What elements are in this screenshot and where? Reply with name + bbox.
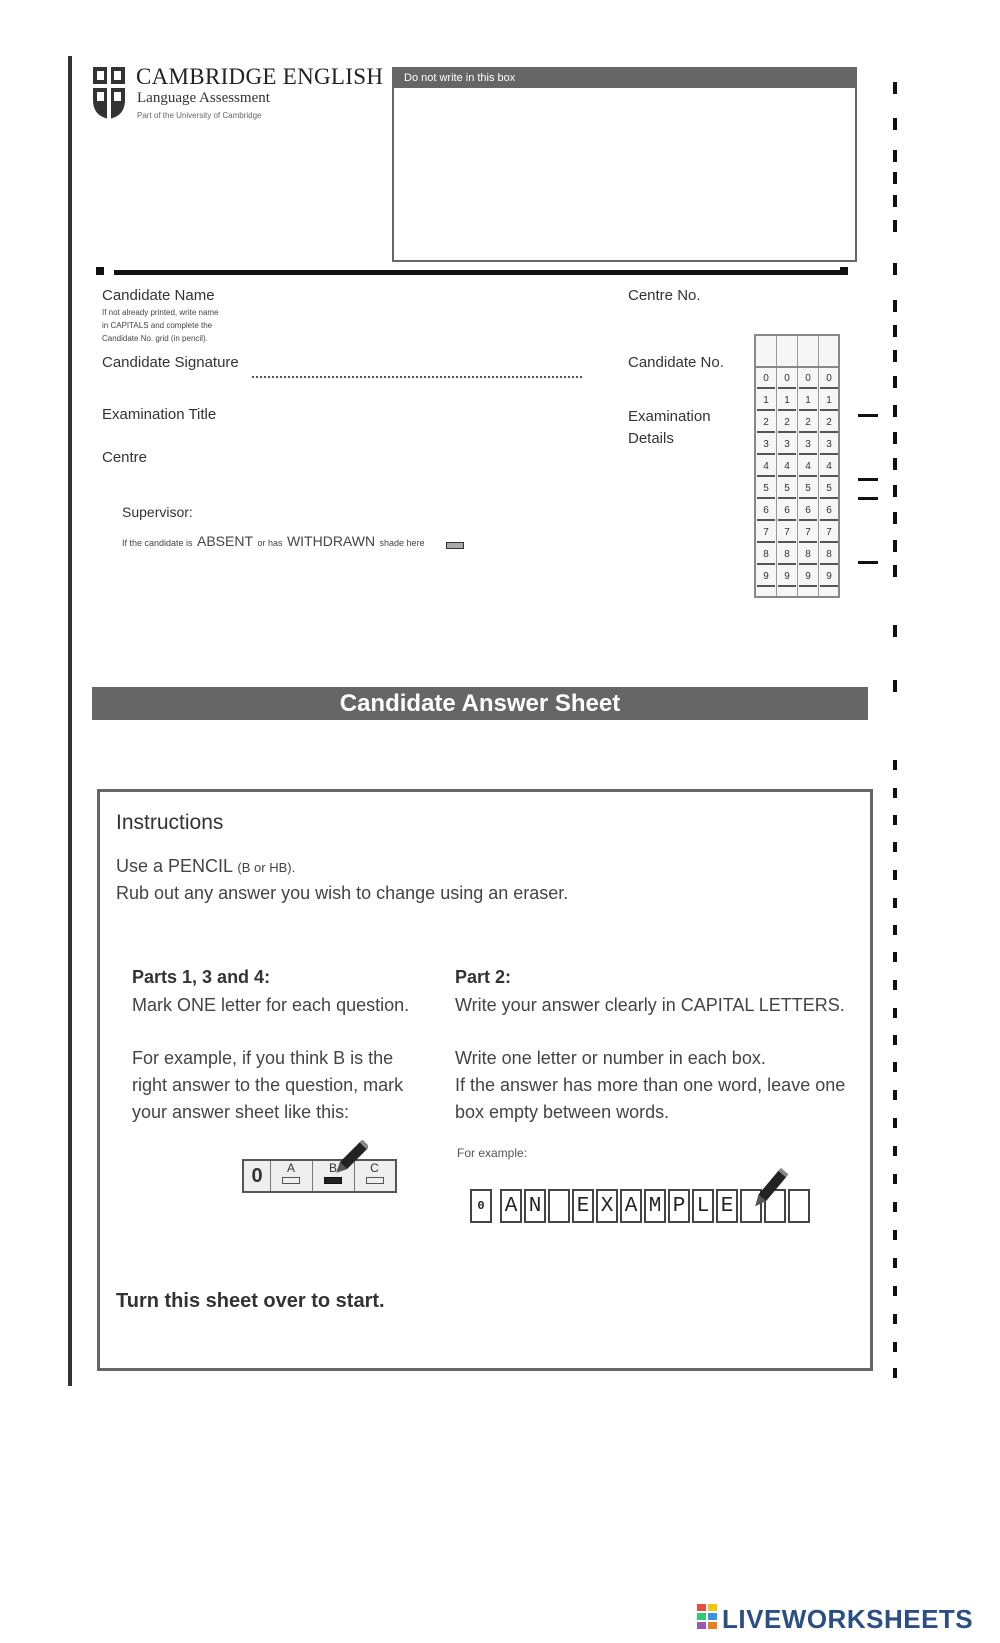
example-question-number: 0: [244, 1161, 271, 1191]
office-use-box: [392, 67, 857, 262]
pencil-icon: [330, 1140, 368, 1180]
timing-mark: [893, 1174, 897, 1184]
liveworksheets-logo-text: LIVEWORKSHEETS: [722, 1604, 974, 1634]
example-letter-box: E: [716, 1189, 738, 1223]
grid-digit-0[interactable]: 0: [799, 372, 817, 389]
grid-digit-2[interactable]: 2: [757, 416, 775, 433]
grid-digit-9[interactable]: 9: [778, 570, 796, 587]
grid-digit-1[interactable]: 1: [757, 394, 775, 411]
grid-digit-8[interactable]: 8: [778, 548, 796, 565]
timing-mark: [893, 1314, 897, 1324]
grid-digit-1[interactable]: 1: [799, 394, 817, 411]
timing-mark: [893, 680, 897, 692]
timing-mark: [893, 1118, 897, 1128]
grid-digit-2[interactable]: 2: [778, 416, 796, 433]
timing-mark: [893, 82, 897, 94]
grid-digit-6[interactable]: 6: [820, 504, 838, 521]
timing-mark: [893, 1008, 897, 1018]
parts-134-example-box: [242, 1159, 397, 1193]
left-margin-rule: [68, 56, 72, 1386]
grid-digit-2[interactable]: 2: [799, 416, 817, 433]
example-letter-box: A: [500, 1189, 522, 1223]
grid-digit-5[interactable]: 5: [799, 482, 817, 499]
timing-dash: [858, 561, 878, 564]
timing-mark: [893, 540, 897, 552]
grid-digit-1[interactable]: 1: [778, 394, 796, 411]
grid-digit-6[interactable]: 6: [757, 504, 775, 521]
part-2-example-text: Write one letter or number in each box. If the answer has more than one word, leave one box empty between words.: [455, 1048, 846, 1122]
part-2-heading: Part 2:: [455, 967, 512, 987]
turn-over-text: Turn this sheet over to start.: [116, 1290, 385, 1312]
timing-dash: [858, 497, 878, 500]
timing-mark: [893, 1368, 897, 1378]
supervisor-label: Supervisor:: [122, 504, 193, 520]
parts-134-line: Mark ONE letter for each question.: [132, 995, 410, 1015]
brand-subtitle: Language Assessment: [137, 90, 270, 106]
grid-digit-8[interactable]: 8: [799, 548, 817, 565]
grid-digit-0[interactable]: 0: [757, 372, 775, 389]
instructions-heading: Instructions: [116, 811, 224, 834]
timing-mark: [893, 220, 897, 232]
timing-mark: [893, 898, 897, 908]
grid-header-rule: [756, 366, 838, 368]
example-letter-box: E: [572, 1189, 594, 1223]
grid-digit-1[interactable]: 1: [820, 394, 838, 411]
timing-mark: [893, 870, 897, 880]
example-letter-box: A: [620, 1189, 642, 1223]
liveworksheets-logo-icon: [697, 1604, 717, 1630]
separator-dot-left: [96, 267, 104, 275]
timing-dash: [858, 478, 878, 481]
answer-sheet-banner: Candidate Answer Sheet: [92, 687, 868, 720]
centre-label: Centre: [102, 449, 148, 466]
timing-mark: [893, 1342, 897, 1352]
timing-mark: [893, 1062, 897, 1072]
pencil-instruction: Use a PENCIL (B or HB).: [116, 856, 296, 876]
eraser-instruction: Rub out any answer you wish to change using an eraser.: [116, 883, 569, 903]
timing-mark: [893, 300, 897, 312]
candidate-name-note: If not already printed, write name in CAPITALS and complete the Candidate No. grid (in pencil).: [102, 308, 219, 343]
absent-withdrawn-line: If the candidate is ABSENT or has WITHDRAWN shade here: [122, 533, 425, 549]
grid-digit-5[interactable]: 5: [757, 482, 775, 499]
grid-digit-6[interactable]: 6: [778, 504, 796, 521]
grid-digit-5[interactable]: 5: [820, 482, 838, 499]
timing-mark: [893, 760, 897, 770]
grid-digit-3[interactable]: 3: [757, 438, 775, 455]
grid-digit-2[interactable]: 2: [820, 416, 838, 433]
timing-mark: [893, 150, 897, 162]
part-2-line: Write your answer clearly in CAPITAL LETTERS.: [455, 995, 845, 1015]
brand-part-of: Part of the University of Cambridge: [137, 111, 262, 120]
timing-mark: [893, 485, 897, 497]
example-option-a: A: [270, 1161, 313, 1191]
grid-digit-5[interactable]: 5: [778, 482, 796, 499]
timing-mark: [893, 263, 897, 275]
timing-mark: [893, 350, 897, 362]
timing-dash: [858, 414, 878, 417]
example-letter-box: M: [644, 1189, 666, 1223]
grid-digit-0[interactable]: 0: [820, 372, 838, 389]
office-use-label: Do not write in this box: [394, 69, 855, 88]
timing-mark: [893, 1090, 897, 1100]
candidate-no-label: Candidate No.: [628, 354, 724, 371]
timing-mark: [893, 925, 897, 935]
timing-mark: [893, 625, 897, 637]
example-number-box: 0: [470, 1189, 492, 1223]
for-example-label: For example:: [457, 1146, 528, 1160]
timing-mark: [893, 1202, 897, 1212]
grid-digit-8[interactable]: 8: [820, 548, 838, 565]
example-letter-box: N: [524, 1189, 546, 1223]
timing-mark: [893, 565, 897, 577]
grid-divider: [797, 336, 798, 596]
example-letter-box: [788, 1189, 810, 1223]
timing-mark: [893, 512, 897, 524]
signature-line[interactable]: [252, 376, 582, 378]
grid-digit-7[interactable]: 7: [778, 526, 796, 543]
timing-mark: [893, 1146, 897, 1156]
grid-digit-7[interactable]: 7: [820, 526, 838, 543]
grid-digit-6[interactable]: 6: [799, 504, 817, 521]
parts-134-example-text: For example, if you think B is the right answer to the question, mark your answer sheet like this:: [132, 1048, 404, 1122]
parts-134-heading: Parts 1, 3 and 4:: [132, 967, 271, 987]
grid-digit-9[interactable]: 9: [799, 570, 817, 587]
exam-details-label-2: Details: [628, 430, 674, 447]
candidate-signature-label: Candidate Signature: [102, 354, 239, 371]
grid-digit-3[interactable]: 3: [820, 438, 838, 455]
brand-title: CAMBRIDGE ENGLISH: [136, 64, 384, 89]
grid-digit-9[interactable]: 9: [757, 570, 775, 587]
timing-mark: [893, 842, 897, 852]
timing-mark: [893, 118, 897, 130]
grid-digit-4[interactable]: 4: [820, 460, 838, 477]
timing-mark: [893, 405, 897, 417]
grid-digit-0[interactable]: 0: [778, 372, 796, 389]
grid-digit-3[interactable]: 3: [778, 438, 796, 455]
separator-line: [114, 270, 840, 275]
separator-dot-right: [840, 267, 848, 275]
grid-divider: [818, 336, 819, 596]
grid-digit-3[interactable]: 3: [799, 438, 817, 455]
timing-mark: [893, 172, 897, 184]
exam-details-label-1: Examination: [628, 408, 711, 425]
grid-digit-7[interactable]: 7: [799, 526, 817, 543]
pencil-icon: [748, 1168, 788, 1214]
grid-digit-8[interactable]: 8: [757, 548, 775, 565]
centre-no-label: Centre No.: [628, 287, 701, 304]
example-option-c: C: [354, 1161, 395, 1191]
timing-mark: [893, 815, 897, 825]
absent-shade-box[interactable]: [446, 542, 464, 549]
grid-divider: [776, 336, 777, 596]
example-letter-box: L: [692, 1189, 714, 1223]
timing-mark: [893, 432, 897, 444]
grid-digit-4[interactable]: 4: [799, 460, 817, 477]
examination-title-label: Examination Title: [102, 406, 217, 423]
timing-mark: [893, 325, 897, 337]
timing-mark: [893, 1286, 897, 1296]
timing-mark: [893, 195, 897, 207]
timing-mark: [893, 952, 897, 962]
timing-mark: [893, 1230, 897, 1240]
timing-mark: [893, 788, 897, 798]
example-letter-box: X: [596, 1189, 618, 1223]
grid-digit-9[interactable]: 9: [820, 570, 838, 587]
example-option-b: B: [312, 1161, 355, 1191]
candidate-number-grid[interactable]: [754, 334, 840, 598]
example-letter-box: P: [668, 1189, 690, 1223]
grid-digit-4[interactable]: 4: [778, 460, 796, 477]
grid-digit-4[interactable]: 4: [757, 460, 775, 477]
grid-digit-7[interactable]: 7: [757, 526, 775, 543]
candidate-name-label: Candidate Name: [102, 287, 215, 304]
timing-mark: [893, 1035, 897, 1045]
timing-mark: [893, 458, 897, 470]
cambridge-crest-icon: [92, 66, 126, 120]
timing-mark: [893, 980, 897, 990]
example-letter-box: [548, 1189, 570, 1223]
timing-mark: [893, 376, 897, 388]
timing-mark: [893, 1258, 897, 1268]
